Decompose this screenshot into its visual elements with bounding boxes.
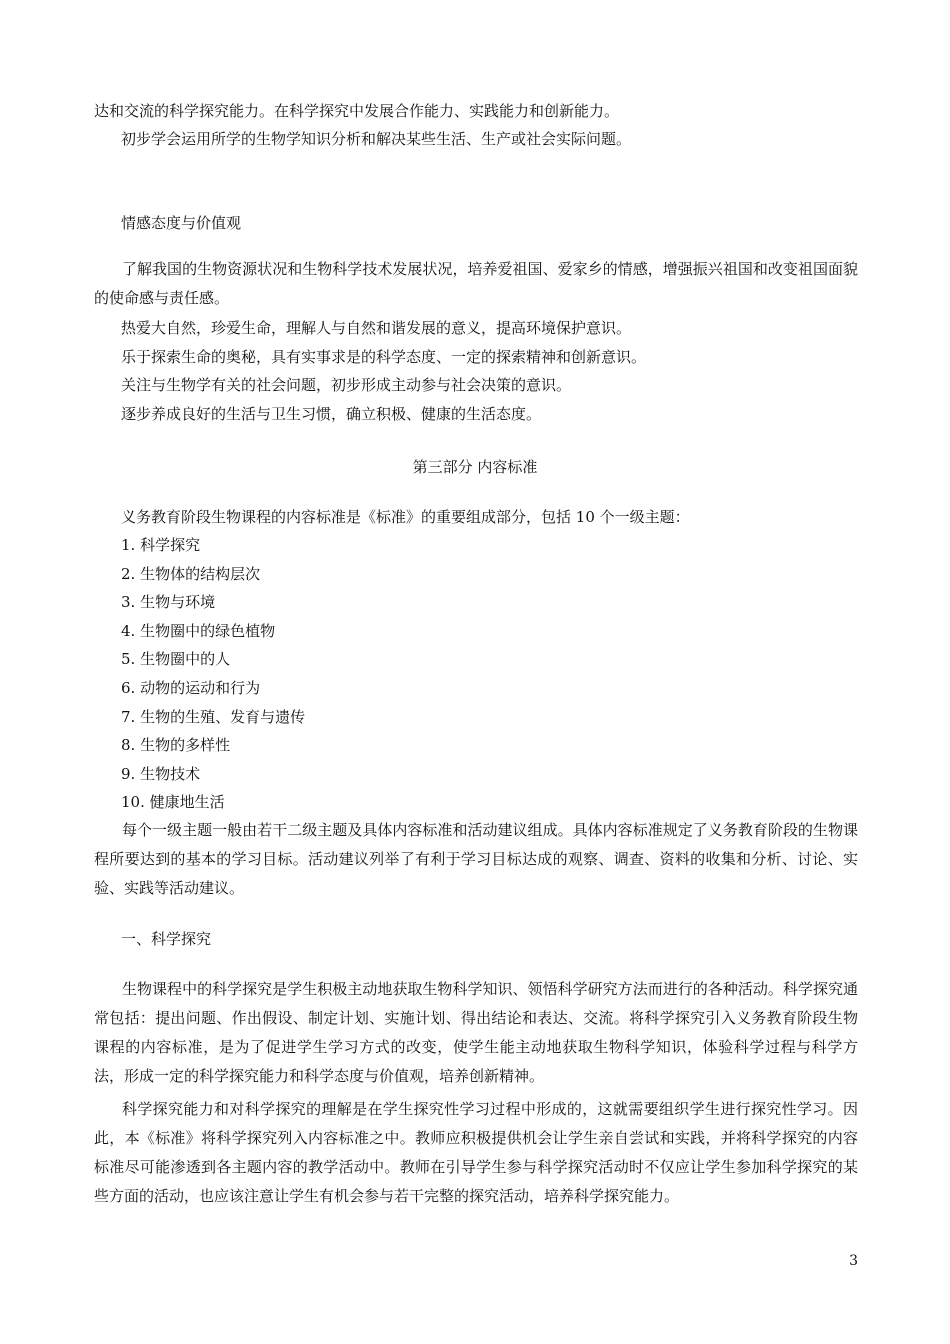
topic-item: 4. 生物圈中的绿色植物 (121, 622, 276, 640)
section-heading: 情感态度与价值观 (121, 214, 242, 232)
topic-item: 1. 科学探究 (121, 536, 201, 554)
list-item: 关注与生物学有关的社会问题，初步形成主动参与社会决策的意识。 (121, 376, 572, 394)
topic-item: 8. 生物的多样性 (121, 736, 231, 754)
topic-item: 6. 动物的运动和行为 (121, 679, 261, 697)
paragraph-line: 初步学会运用所学的生物学知识分析和解决某些生活、生产或社会实际问题。 (121, 130, 632, 148)
list-item: 逐步养成良好的生活与卫生习惯，确立积极、健康的生活态度。 (121, 405, 542, 423)
list-item: 热爱大自然，珍爱生命，理解人与自然和谐发展的意义，提高环境保护意识。 (121, 319, 632, 337)
page-number: 3 (849, 1253, 858, 1269)
paragraph: 每个一级主题一般由若干二级主题及具体内容标准和活动建议组成。具体内容标准规定了义务教育阶段的生物课程所要达到的基本的学习目标。活动建议列举了有利于学习目标达成的观察、调查、资料的收集和分析、讨论、实验、实践等活动建议。 (94, 821, 858, 897)
topic-item: 10. 健康地生活 (121, 793, 225, 811)
section-heading: 一、科学探究 (121, 930, 212, 948)
topic-item: 9. 生物技术 (121, 765, 201, 783)
intro-line: 义务教育阶段生物课程的内容标准是《标准》的重要组成部分，包括 10 个一级主题： (121, 508, 690, 526)
topic-item: 5. 生物圈中的人 (121, 650, 231, 668)
topic-item: 2. 生物体的结构层次 (121, 565, 261, 583)
topic-item: 3. 生物与环境 (121, 593, 216, 611)
list-item: 乐于探索生命的奥秘，具有实事求是的科学态度、一定的探索精神和创新意识。 (121, 348, 647, 366)
topic-item: 7. 生物的生殖、发育与遗传 (121, 708, 306, 726)
paragraph: 生物课程中的科学探究是学生积极主动地获取生物科学知识、领悟科学研究方法而进行的各种活动。科学探究通常包括：提出问题、作出假设、制定计划、实施计划、得出结论和表达、交流。将科学探究引入义务教育阶段生物课程的内容标准，是为了促进学生学习方式的改变，使学生能主动地获取生物科学知识，体验科学过程与科学方法，形成一定的科学探究能力和科学态度与价值观，培养创新精神。 (94, 980, 858, 1085)
paragraph-line: 达和交流的科学探究能力。在科学探究中发展合作能力、实践能力和创新能力。 (94, 102, 620, 120)
part-title: 第三部分 内容标准 (412, 458, 538, 476)
paragraph: 了解我国的生物资源状况和生物科学技术发展状况，培养爱祖国、爱家乡的情感，增强振兴祖国和改变祖国面貌的使命感与责任感。 (94, 260, 858, 307)
paragraph: 科学探究能力和对科学探究的理解是在学生探究性学习过程中形成的，这就需要组织学生进行探究性学习。因此，本《标准》将科学探究列入内容标准之中。教师应积极提供机会让学生亲自尝试和实践，并将科学探究的内容标准尽可能渗透到各主题内容的教学活动中。教师在引导学生参与科学探究活动时不仅应让学生参加科学探究的某些方面的活动，也应该注意让学生有机会参与若干完整的探究活动，培养科学探究能力。 (94, 1100, 858, 1205)
